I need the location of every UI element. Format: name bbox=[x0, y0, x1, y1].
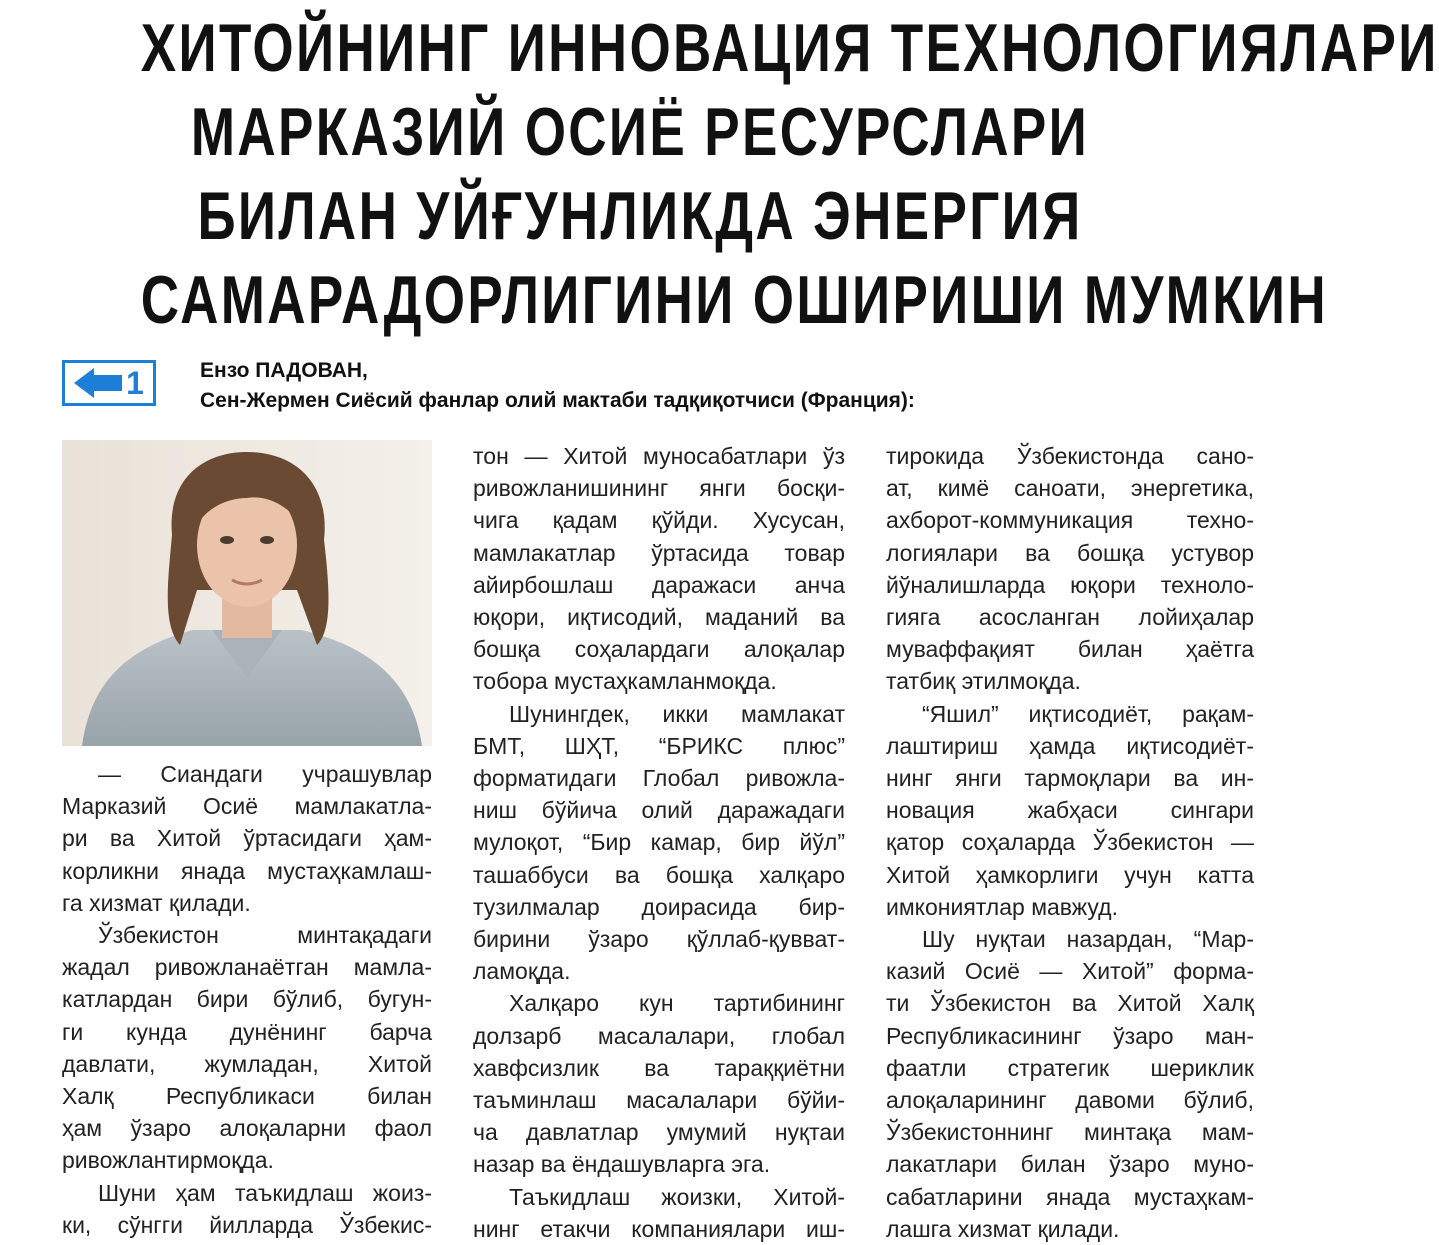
text-line: ҳам ўзаро алоқаларни фаол bbox=[62, 1115, 432, 1142]
headline-line: САМАРАДОРЛИГИНИ ОШИРИШИ МУМКИН bbox=[140, 262, 1329, 338]
text-line: Хитой ҳамкорлиги учун катта bbox=[886, 861, 1254, 888]
headline bbox=[0, 6, 1439, 342]
byline bbox=[200, 356, 915, 416]
text-line: “Яшил” иқтисодиёт, рақам- bbox=[922, 700, 1254, 727]
text-line: йўналишларда юқори техноло- bbox=[886, 571, 1254, 598]
text-line: тузилмалар доирасида бир- bbox=[473, 893, 845, 920]
article-column-3 bbox=[886, 440, 1254, 1245]
text-line: корликни янада мустаҳкамлаш- bbox=[62, 857, 432, 884]
text-line: жадал ривожланаётган мамла- bbox=[62, 954, 432, 981]
text-line: га хизмат қилади. bbox=[62, 889, 251, 916]
text-line: логиялари ва бошқа устувор bbox=[886, 539, 1254, 566]
text-line: Шу нуқтаи назардан, “Мар- bbox=[922, 926, 1254, 953]
text-line: лашга хизмат қилади. bbox=[886, 1215, 1120, 1242]
text-line: ахборот-коммуникация техно- bbox=[886, 507, 1254, 534]
text-line: юқори, иқтисодий, маданий ва bbox=[473, 604, 845, 631]
text-line: БМТ, ШҲТ, “БРИКС плюс” bbox=[473, 732, 845, 759]
author-photo bbox=[62, 440, 432, 746]
text-line: Шуни ҳам таъкидлаш жоиз- bbox=[98, 1179, 432, 1206]
text-line: ти Ўзбекистон ва Хитой Халқ bbox=[886, 990, 1254, 1017]
portrait-image bbox=[62, 440, 432, 746]
headline-line: МАРКАЗИЙ ОСИЁ РЕСУРСЛАРИ bbox=[190, 94, 1090, 170]
headline-line: ХИТОЙНИНГ ИННОВАЦИЯ ТЕХНОЛОГИЯЛАРИ bbox=[140, 10, 1439, 86]
text-line: бирини ўзаро қўллаб-қувват- bbox=[473, 926, 845, 953]
text-line: Ўзбекистон минтақадаги bbox=[98, 922, 432, 949]
text-line: Таъкидлаш жоизки, Хитой- bbox=[509, 1183, 845, 1210]
text-line: Халқаро кун тартибининг bbox=[509, 990, 845, 1017]
headline-line: БИЛАН УЙҒУНЛИКДА ЭНЕРГИЯ bbox=[197, 178, 1083, 254]
article-column-1 bbox=[62, 758, 432, 1241]
text-line: фаатли стратегик шериклик bbox=[886, 1054, 1254, 1081]
text-line: лаштириш ҳамда иқтисодиёт- bbox=[886, 732, 1254, 759]
text-line: ташаббуси ва бошқа халқаро bbox=[473, 861, 845, 888]
author-name: Ензо ПАДОВАН, bbox=[200, 359, 368, 382]
text-line: лакатлари билан ўзаро муно- bbox=[886, 1151, 1254, 1178]
text-line: казий Осиё — Хитой” форма- bbox=[886, 958, 1254, 985]
text-line: тобора мустаҳкамланмоқда. bbox=[473, 668, 777, 695]
text-line: имкониятлар мавжуд. bbox=[886, 893, 1118, 920]
text-line: айирбошлаш даражаси анча bbox=[473, 571, 845, 598]
text-line: ри ва Хитой ўртасидаги ҳам- bbox=[62, 825, 432, 852]
text-line: гияга асосланган лойиҳалар bbox=[886, 604, 1254, 631]
text-line: ривожланишининг янги босқи- bbox=[473, 475, 845, 502]
text-line: Шунингдек, икки мамлакат bbox=[509, 700, 845, 727]
author-affiliation: Сен-Жермен Сиёсий фанлар олий мактаби тадқиқотчиси (Франция): bbox=[200, 389, 915, 412]
article-column-2 bbox=[473, 440, 845, 1245]
text-line: қатор соҳаларда Ўзбекистон — bbox=[886, 829, 1254, 856]
arrow-left-icon bbox=[74, 368, 94, 398]
arrow-shaft bbox=[94, 375, 122, 391]
text-line: татбиқ этилмоқда. bbox=[886, 668, 1081, 695]
text-line: форматидаги Глобал ривожла- bbox=[473, 765, 845, 792]
text-line: чига қадам қўйди. Хусусан, bbox=[473, 507, 845, 534]
text-line: Халқ Республикаси билан bbox=[62, 1083, 432, 1110]
text-line: хавфсизлик ва тараққиётни bbox=[473, 1054, 845, 1081]
text-line: нинг етакчи компаниялари иш- bbox=[473, 1215, 845, 1242]
text-line: ги кунда дунёнинг барча bbox=[62, 1018, 432, 1045]
text-line: Ўзбекистоннинг минтақа мам- bbox=[886, 1119, 1254, 1146]
text-line: муваффақият билан ҳаётга bbox=[886, 636, 1254, 663]
text-line: ча давлатлар умумий нуқтаи bbox=[473, 1119, 845, 1146]
text-line: ламоқда. bbox=[473, 958, 571, 985]
page-reference-number: 1 bbox=[126, 365, 144, 401]
text-line: алоқаларининг давоми бўлиб, bbox=[886, 1087, 1254, 1114]
text-line: новация жабҳаси сингари bbox=[886, 797, 1254, 824]
text-line: нинг янги тармоқлари ва ин- bbox=[886, 765, 1254, 792]
text-line: бошқа соҳалардаги алоқалар bbox=[473, 636, 845, 663]
text-line: ривожлантирмоқда. bbox=[62, 1147, 274, 1174]
text-line: сабатларини янада мустаҳкам- bbox=[886, 1183, 1254, 1210]
page-reference-marker bbox=[62, 360, 156, 406]
text-line: Марказий Осиё мамлакатла- bbox=[62, 793, 432, 820]
text-line: — Сиандаги учрашувлар bbox=[98, 761, 432, 787]
text-line: мамлакатлар ўртасида товар bbox=[473, 539, 845, 566]
text-line: назар ва ёндашувларга эга. bbox=[473, 1151, 771, 1178]
text-line: тон — Хитой муносабатлари ўз bbox=[473, 443, 845, 469]
text-line: давлати, жумладан, Хитой bbox=[62, 1050, 432, 1077]
text-line: долзарб масалалари, глобал bbox=[473, 1022, 845, 1049]
text-line: Республикасининг ўзаро ман- bbox=[886, 1022, 1254, 1049]
text-line: ат, кимё саноати, энергетика, bbox=[886, 475, 1254, 502]
text-line: таъминлаш масалалари бўйи- bbox=[473, 1087, 845, 1114]
text-line: ниш бўйича олий даражадаги bbox=[473, 797, 845, 824]
text-line: катлардан бири бўлиб, бугун- bbox=[62, 986, 432, 1013]
text-line: ки, сўнгги йилларда Ўзбекис- bbox=[62, 1211, 432, 1238]
text-line: тирокида Ўзбекистонда сано- bbox=[886, 443, 1254, 469]
text-line: мулоқот, “Бир камар, бир йўл” bbox=[473, 829, 845, 856]
